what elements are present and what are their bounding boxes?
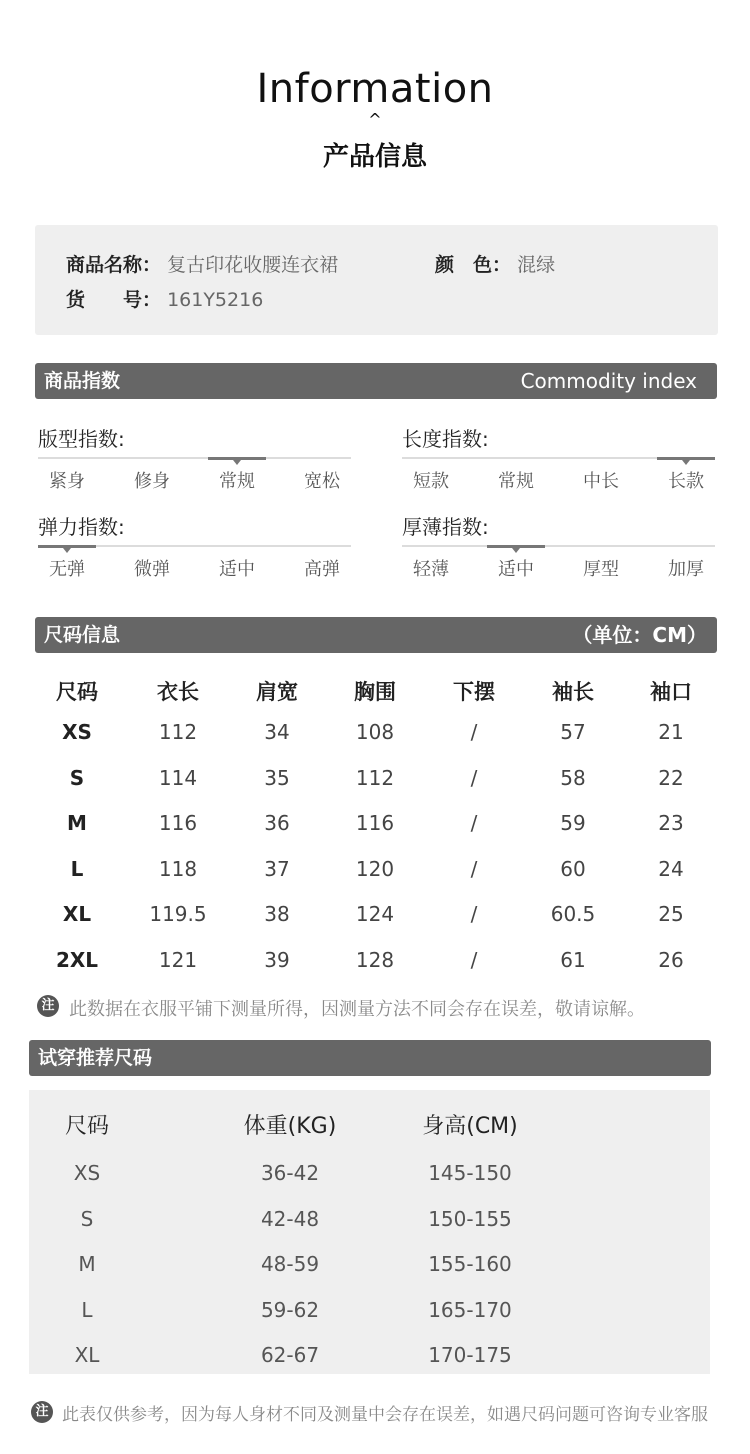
size-table-header: 袖长 [552,680,594,704]
size-note-text: 此数据在衣服平铺下测量所得，因测量方法不同会存在误差，敬请谅解。 [69,999,645,1020]
size-table-cell: 121 [158,948,198,972]
recommend-table-cell: 36-42 [260,1161,320,1185]
size-table-cell: 58 [560,766,586,790]
size-table-row-size: XL [62,902,92,926]
size-table-cell: / [470,857,478,881]
size-table-cell: 120 [355,857,395,881]
recommend-size-bar [29,1040,711,1076]
index-option: 无弹 [49,559,85,580]
recommend-table-cell: 48-59 [260,1252,320,1276]
size-table-header: 衣长 [157,680,199,704]
note-icon: 注 [31,1401,53,1423]
size-table-cell: 25 [658,902,684,926]
size-table-cell: / [470,902,478,926]
index-pointer-icon [63,548,71,553]
size-table-cell: 34 [264,720,290,744]
size-table-row-size: 2XL [55,948,99,972]
index-option: 适中 [219,559,255,580]
index-option: 紧身 [49,471,85,492]
product-name-row [66,250,338,277]
size-table-cell: 119.5 [149,902,207,926]
index-option: 常规 [498,471,534,492]
size-table-cell: 116 [158,811,198,835]
product-sku-label: 货 号： [66,289,162,311]
index-scale-line [38,457,351,459]
size-table-row-size: M [67,811,87,835]
commodity-index-title: 商品指数 [44,370,121,392]
commodity-index-subtitle: Commodity index [520,369,697,393]
size-table-cell: 112 [158,720,198,744]
product-name-label: 商品名称： [66,254,162,276]
size-table-cell: 112 [355,766,395,790]
size-table-row-size: L [70,857,84,881]
header-title-en: Information [256,66,494,112]
size-table-cell: 108 [355,720,395,744]
size-table-cell: 39 [264,948,290,972]
recommend-table-cell: 62-67 [260,1343,320,1367]
size-table-cell: / [470,766,478,790]
recommend-note-text: 此表仅供参考，因为每人身材不同及测量中会存在误差，如遇尺码问题可咨询专业客服 [62,1405,708,1425]
index-option: 微弹 [134,559,170,580]
index-option: 修身 [134,471,170,492]
header-title-cn: 产品信息 [322,142,427,172]
commodity-index-bar [35,363,717,399]
index-pointer-icon [512,548,520,553]
size-table-cell: 60 [560,857,586,881]
index-option: 常规 [219,471,255,492]
size-table-header: 袖口 [650,680,692,704]
recommend-table-header: 尺码 [64,1114,109,1139]
index-option: 高弹 [304,559,340,580]
product-sku-value: 161Y5216 [167,289,264,311]
size-table-cell: / [470,720,478,744]
product-color-label: 颜 色： [435,254,512,276]
index-option: 短款 [413,471,449,492]
note-icon: 注 [37,995,59,1017]
size-table-cell: 26 [658,948,684,972]
index-option: 中长 [583,471,619,492]
recommend-table-cell: 155-160 [428,1252,512,1276]
index-option: 宽松 [304,471,340,492]
size-table-header: 胸围 [354,680,396,704]
size-table-cell: 124 [355,902,395,926]
size-table-cell: 57 [560,720,586,744]
recommend-table-cell: XS [73,1161,101,1185]
product-info-box [35,225,718,335]
size-table-cell: 61 [560,948,586,972]
index-option: 轻薄 [413,559,449,580]
index-title: 弹力指数: [38,515,125,539]
size-table-cell: 23 [658,811,684,835]
recommend-size-title: 试穿推荐尺码 [38,1047,153,1069]
index-title: 长度指数: [402,427,489,451]
recommend-table-cell: 170-175 [428,1343,512,1367]
size-table-cell: 38 [264,902,290,926]
index-option: 长款 [668,471,704,492]
size-table-cell: 21 [658,720,684,744]
index-option: 厚型 [583,559,619,580]
size-table-cell: 37 [264,857,290,881]
size-table-cell: / [470,948,478,972]
recommend-table-cell: S [80,1207,94,1231]
product-name-value: 复古印花收腰连衣裙 [167,254,339,276]
size-table-header: 肩宽 [256,680,298,704]
size-table-header: 下摆 [453,680,495,704]
recommend-table-cell: 150-155 [428,1207,512,1231]
product-sku-row [66,285,263,312]
size-table-cell: 116 [355,811,395,835]
index-title: 厚薄指数: [402,515,489,539]
size-table-cell: 128 [355,948,395,972]
size-table-cell: 60.5 [550,902,596,926]
product-color-value: 混绿 [517,254,556,276]
index-option: 加厚 [668,559,704,580]
size-table-cell: / [470,811,478,835]
size-info-title: 尺码信息 [44,624,121,646]
recommend-table-cell: M [78,1252,96,1276]
index-title: 版型指数: [38,427,125,451]
caret-icon: ^ [368,110,382,129]
recommend-table-header: 身高(CM) [422,1114,518,1139]
size-table-cell: 24 [658,857,684,881]
recommend-table-cell: 145-150 [428,1161,512,1185]
recommend-table-cell: 42-48 [260,1207,320,1231]
recommend-table-cell: L [81,1298,93,1322]
recommend-table-cell: XL [74,1343,100,1367]
index-scale-line [402,545,715,547]
size-table-row-size: XS [62,720,92,744]
size-table-row-size: S [69,766,85,790]
index-option: 适中 [498,559,534,580]
index-pointer-icon [682,460,690,465]
size-info-unit: （单位：CM） [572,623,707,647]
size-table-cell: 36 [264,811,290,835]
size-table-cell: 114 [158,766,198,790]
size-table-header: 尺码 [56,680,98,704]
index-pointer-icon [233,460,241,465]
size-table-cell: 59 [560,811,586,835]
product-color-row [435,250,555,277]
size-table-cell: 35 [264,766,290,790]
size-table-cell: 22 [658,766,684,790]
size-table-cell: 118 [158,857,198,881]
recommend-table-header: 体重(KG) [243,1114,337,1139]
recommend-table-cell: 165-170 [428,1298,512,1322]
size-info-bar [35,617,717,653]
recommend-table-cell: 59-62 [260,1298,320,1322]
